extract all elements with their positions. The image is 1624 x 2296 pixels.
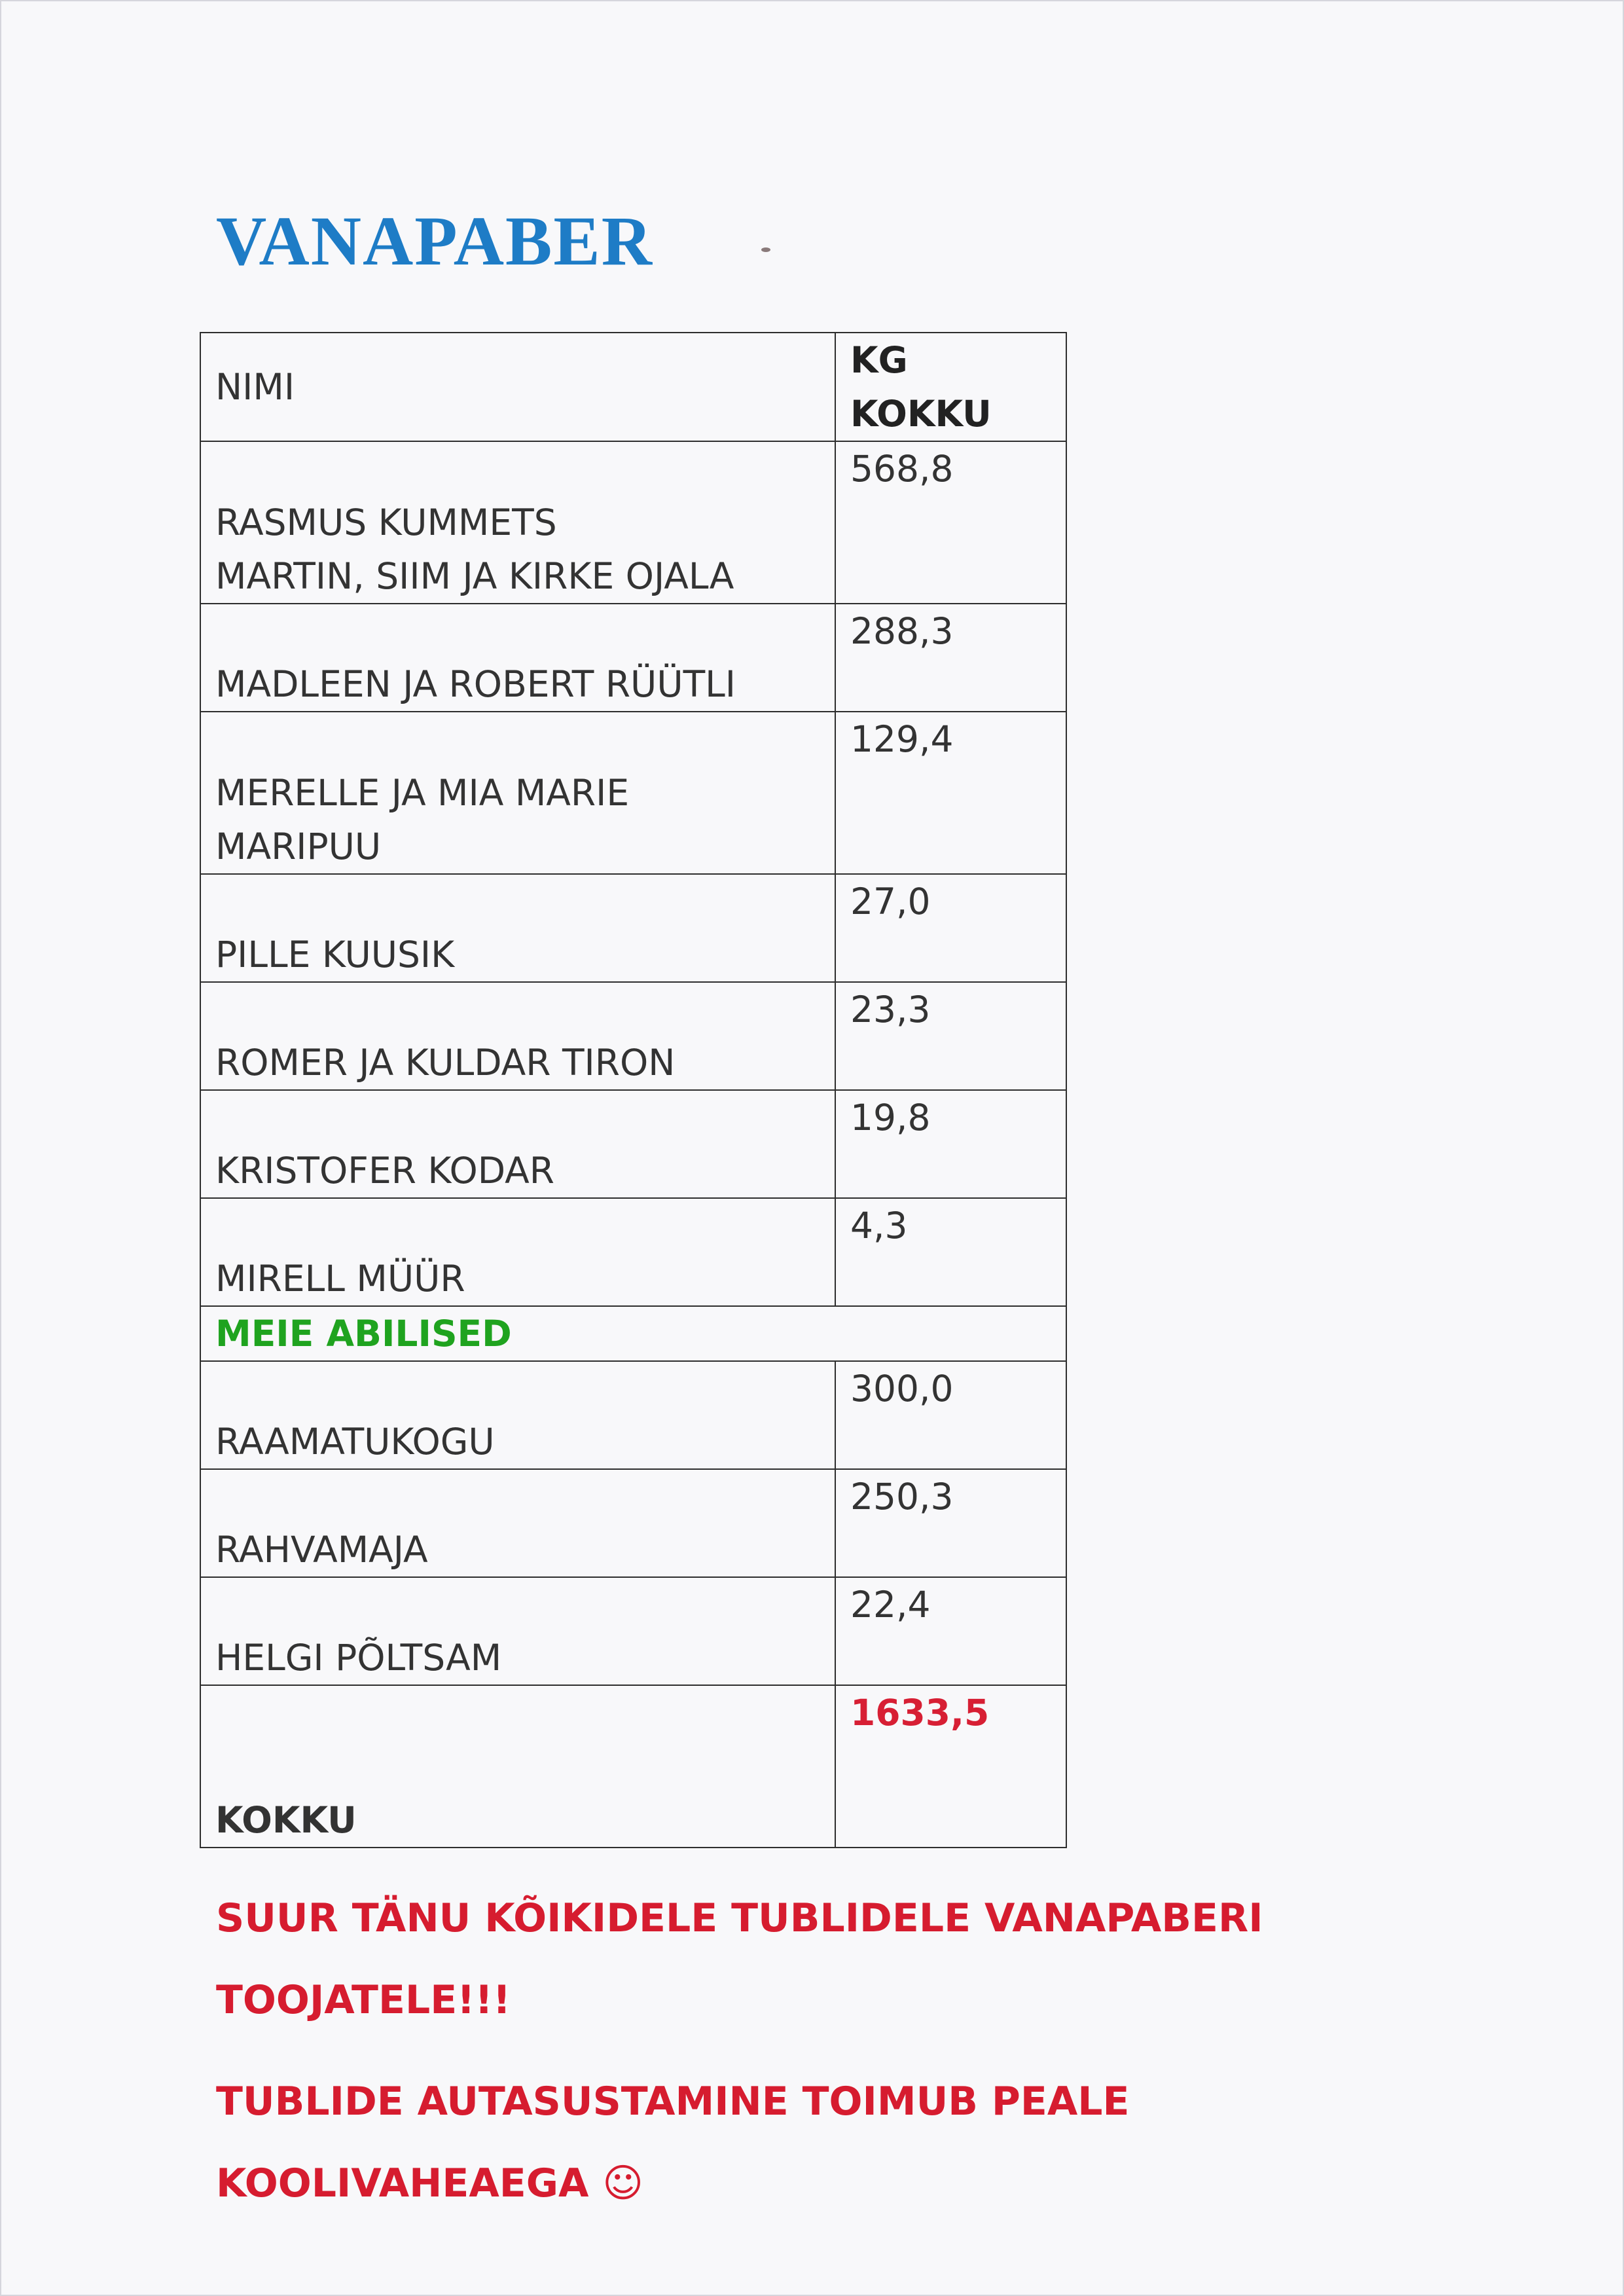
row-name [200, 604, 835, 712]
table-row [200, 712, 1066, 874]
row-name [200, 1469, 835, 1577]
table-row [200, 604, 1066, 712]
row-name [200, 874, 835, 982]
page-title: VANAPABER [216, 203, 653, 280]
thanks-line: SUUR TÄNU KÕIKIDELE TUBLIDELE VANAPABERI [216, 1895, 1263, 1941]
row-name-line: MARTIN, SIIM JA KIRKE OJALA [215, 555, 734, 597]
table-row [200, 982, 1066, 1090]
row-kg: 129,4 [835, 712, 1066, 874]
paper-speck [761, 247, 770, 252]
table-row [200, 874, 1066, 982]
table-header-row [200, 333, 1066, 441]
row-name-line: MADLEEN JA ROBERT RÜÜTLI [215, 663, 736, 705]
total-label-text: KOKKU [215, 1799, 357, 1841]
award-line: TUBLIDE AUTASUSTAMINE TOIMUB PEALE [216, 2079, 1130, 2124]
row-name [200, 1198, 835, 1306]
row-name [200, 1090, 835, 1198]
table-row [200, 441, 1066, 604]
row-name-line: RASMUS KUMMETS [215, 501, 557, 543]
header-kg: KG KOKKU [835, 333, 1066, 441]
collection-table [200, 332, 1067, 1848]
row-kg: 288,3 [835, 604, 1066, 712]
total-row [200, 1685, 1066, 1848]
row-kg: 300,0 [835, 1361, 1066, 1469]
row-name [200, 982, 835, 1090]
row-name-line: KRISTOFER KODAR [215, 1150, 554, 1192]
total-label [200, 1685, 835, 1848]
row-name-line: RAAMATUKOGU [215, 1421, 495, 1463]
section-row [200, 1306, 1066, 1361]
section-label: MEIE ABILISED [200, 1306, 1066, 1361]
row-name-line: MARIPUU [215, 826, 382, 867]
row-name [200, 1361, 835, 1469]
thanks-line: TOOJATELE!!! [216, 1977, 511, 2023]
row-name [200, 1577, 835, 1685]
award-message [216, 2061, 1525, 2225]
thanks-message [216, 1878, 1525, 2041]
row-name-line: PILLE KUUSIK [215, 934, 455, 975]
row-kg: 27,0 [835, 874, 1066, 982]
helper-row [200, 1577, 1066, 1685]
row-name [200, 712, 835, 874]
row-name [200, 441, 835, 604]
table-row [200, 1198, 1066, 1306]
helper-row [200, 1469, 1066, 1577]
row-kg: 250,3 [835, 1469, 1066, 1577]
award-line: KOOLIVAHEAEGA ☺ [216, 2160, 643, 2206]
row-kg: 568,8 [835, 441, 1066, 604]
total-value: 1633,5 [835, 1685, 1066, 1848]
row-name-line: MERELLE JA MIA MARIE [215, 772, 630, 814]
helper-row [200, 1361, 1066, 1469]
row-name-line: HELGI PÕLTSAM [215, 1637, 502, 1679]
row-name-line: RAHVAMAJA [215, 1529, 428, 1571]
table-row [200, 1090, 1066, 1198]
row-name-line: ROMER JA KULDAR TIRON [215, 1042, 676, 1084]
row-kg: 23,3 [835, 982, 1066, 1090]
row-kg: 4,3 [835, 1198, 1066, 1306]
row-kg: 22,4 [835, 1577, 1066, 1685]
header-name: NIMI [200, 333, 835, 441]
row-name-line: MIRELL MÜÜR [215, 1258, 465, 1300]
row-kg: 19,8 [835, 1090, 1066, 1198]
